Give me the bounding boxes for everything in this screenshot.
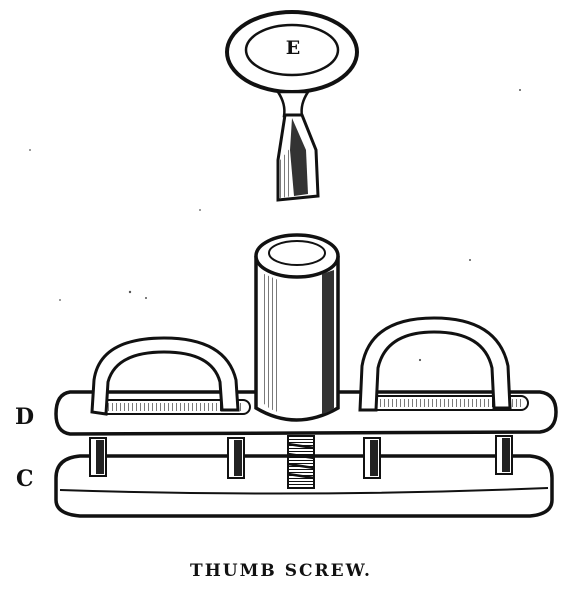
lower-plate-label-c: C — [16, 466, 34, 492]
upper-bar-label-d: D — [15, 404, 35, 430]
center-tube — [256, 235, 338, 420]
figure-caption: THUMB SCREW. — [190, 561, 372, 581]
center-screw — [288, 436, 314, 488]
key-label-e: E — [285, 37, 301, 59]
